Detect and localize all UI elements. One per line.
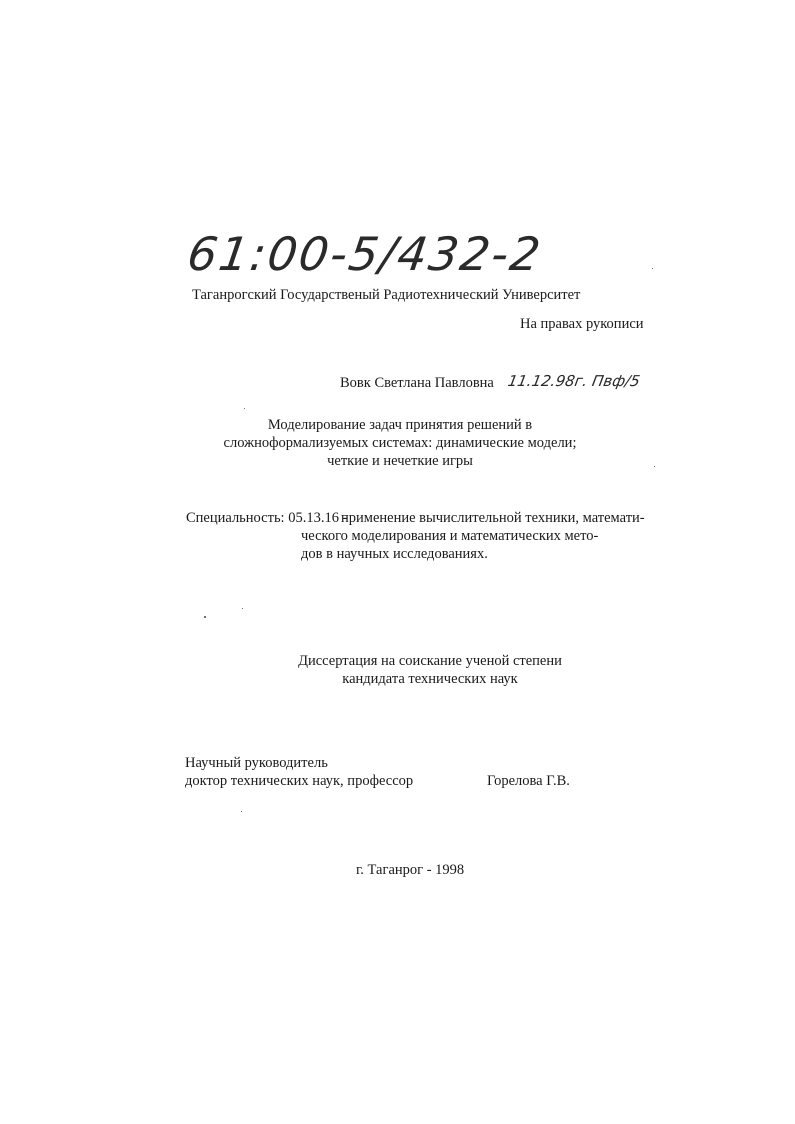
specialty-description	[301, 509, 645, 563]
scan-speck	[652, 268, 653, 269]
dissertation-title	[220, 416, 580, 470]
scan-speck	[241, 811, 242, 812]
supervisor-name: Горелова Г.В.	[487, 773, 570, 789]
specialty-line: ческого моделирования и математических мето-	[301, 528, 599, 544]
title-line: четкие и нечеткие игры	[327, 453, 473, 469]
specialty-line: применение вычислительной техники, математи-	[341, 510, 645, 526]
university-name: Таганрогский Государственый Радиотехнический Университет	[192, 287, 581, 303]
handwritten-catalog-number: 61:00-5/432-2	[184, 227, 546, 281]
scan-speck	[242, 608, 243, 609]
degree-line: кандидата технических наук	[342, 671, 518, 687]
place-and-year: г. Таганрог - 1998	[356, 862, 465, 878]
supervisor-heading: Научный руководитель	[185, 755, 328, 771]
supervisor-title: доктор технических наук, профессор	[185, 773, 414, 789]
title-line: сложноформализуемых системах: динамические модели;	[223, 435, 577, 451]
scan-speck	[204, 616, 206, 618]
title-line: Моделирование задач принятия решений в	[267, 417, 533, 433]
handwritten-date-annotation: 11.12.98г. Пвф/5	[506, 372, 642, 390]
rights-note: На правах рукописи	[520, 316, 644, 332]
author-name: Вовк Светлана Павловна	[340, 375, 494, 391]
degree-line: Диссертация на соискание ученой степени	[298, 653, 562, 669]
specialty-label: Специальность: 05.13.16 -	[186, 510, 348, 526]
scan-speck	[654, 466, 655, 467]
specialty-line: дов в научных исследованиях.	[301, 546, 488, 562]
scan-speck	[244, 408, 245, 409]
degree-statement	[255, 652, 605, 688]
